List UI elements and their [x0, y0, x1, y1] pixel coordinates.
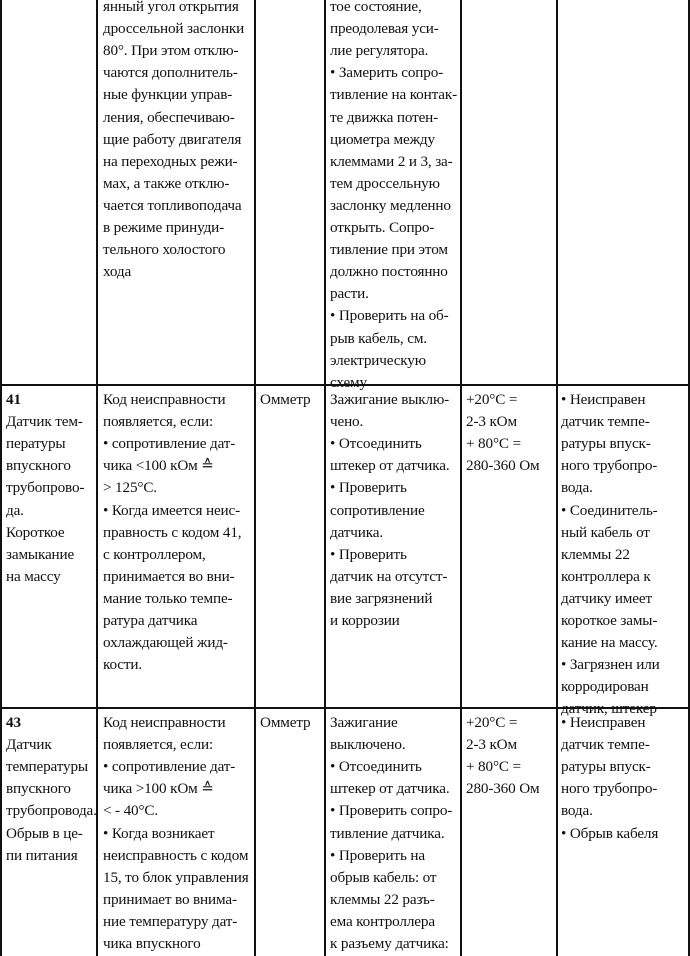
procedure-text-line: схему	[330, 374, 367, 391]
column-divider	[556, 0, 557, 956]
tool-text-line: Омметр	[260, 714, 311, 731]
conditions-text-line: дроссельной заслонки	[103, 20, 245, 37]
code-text-line: замыкание	[6, 546, 75, 563]
conditions-text-line: неисправность с кодом	[103, 847, 249, 864]
conditions-text-line: кости.	[103, 656, 142, 673]
conditions-text-line: на переходных режи-	[103, 153, 238, 170]
code-text-line: трубопрово-	[6, 479, 85, 496]
procedure-text-line: • Проверить на	[330, 847, 425, 864]
causes-text-line: вода.	[561, 479, 593, 496]
conditions-text-line: мах, а также отклю-	[103, 175, 230, 192]
causes-text-line: кание на массу.	[561, 634, 658, 651]
code-text-line: на массу	[6, 568, 61, 585]
conditions-text-line: появляется, если:	[103, 736, 214, 753]
conditions-text-line: • сопротивление дат-	[103, 758, 236, 775]
conditions-text-line: ления, обеспечиваю-	[103, 109, 235, 126]
causes-text-line: вода.	[561, 802, 593, 819]
procedure-text-line: должно постоянно	[330, 263, 448, 280]
conditions-text-line: хода	[103, 263, 132, 280]
values-text-line: 2-3 кОм	[466, 413, 517, 430]
causes-text-line: контроллера к	[561, 568, 651, 585]
procedure-text-line: Зажигание выклю-	[330, 391, 450, 408]
conditions-text-line: • сопротивление дат-	[103, 435, 236, 452]
procedure-text-line: датчик на отсутст-	[330, 568, 448, 585]
conditions-text-line: чается топливоподача	[103, 197, 242, 214]
procedure-text-line: • Проверить	[330, 546, 407, 563]
causes-text-line: клеммы 22	[561, 546, 630, 563]
procedure-text-line: рыв кабель, см.	[330, 330, 427, 347]
procedure-text-line: открыть. Сопро-	[330, 219, 435, 236]
conditions-text-line: ние температуру дат-	[103, 913, 238, 930]
procedure-text-line: штекер от датчика.	[330, 780, 450, 797]
procedure-text-line: те движка потен-	[330, 109, 439, 126]
procedure-text-line: штекер от датчика.	[330, 457, 450, 474]
procedure-text-line: Зажигание	[330, 714, 398, 731]
conditions-text-line: чика >100 кОм ≙	[103, 780, 214, 797]
procedure-text-line: тивление на контак-	[330, 86, 457, 103]
conditions-text-line: < - 40°C.	[103, 802, 159, 819]
code-text-line: Обрыв в це-	[6, 825, 83, 842]
conditions-text-line: ратура датчика	[103, 612, 198, 629]
code-text-line: пи питания	[6, 847, 78, 864]
procedure-text-line: датчика.	[330, 524, 383, 541]
causes-text-line: датчик темпе-	[561, 413, 650, 430]
conditions-text-line: янный угол открытия	[103, 0, 239, 15]
values-text-line: + 80°C =	[466, 758, 521, 775]
values-text-line: 280-360 Ом	[466, 457, 540, 474]
column-divider	[254, 0, 255, 956]
conditions-text-line: принимает во внима-	[103, 891, 237, 908]
causes-text-line: ный кабель от	[561, 524, 650, 541]
values-text-line: 280-360 Ом	[466, 780, 540, 797]
causes-text-line: ного трубопро-	[561, 780, 658, 797]
fault-code-number: 43	[6, 714, 21, 731]
conditions-text-line: 15, то блок управления	[103, 869, 249, 886]
conditions-text-line: в режиме принуди-	[103, 219, 225, 236]
causes-text-line: ного трубопро-	[561, 457, 658, 474]
values-text-line: 2-3 кОм	[466, 736, 517, 753]
values-text-line: +20°C =	[466, 714, 518, 731]
procedure-text-line: к разъему датчика:	[330, 935, 449, 952]
procedure-text-line: лие регулятора.	[330, 42, 429, 59]
conditions-text-line: чика <100 кОм ≙	[103, 457, 214, 474]
causes-text-line: датчик, штекер	[561, 700, 657, 717]
causes-text-line: • Неисправен	[561, 391, 646, 408]
causes-text-line: • Соединитель-	[561, 502, 658, 519]
procedure-text-line: клеммы 22 разъ-	[330, 891, 435, 908]
conditions-text-line: • Когда возникает	[103, 825, 215, 842]
conditions-text-line: с контроллером,	[103, 546, 206, 563]
causes-text-line: • Неисправен	[561, 714, 646, 731]
conditions-text-line: ные функции управ-	[103, 86, 233, 103]
conditions-text-line: 80°. При этом отклю-	[103, 42, 239, 59]
fault-code-number: 41	[6, 391, 21, 408]
procedure-text-line: чено.	[330, 413, 364, 430]
procedure-text-line: тивление датчика.	[330, 825, 445, 842]
code-text-line: Короткое	[6, 524, 65, 541]
column-divider	[324, 0, 325, 956]
causes-text-line: датчик темпе-	[561, 736, 650, 753]
procedure-text-line: • Отсоединить	[330, 758, 422, 775]
causes-text-line: • Загрязнен или	[561, 656, 660, 673]
conditions-text-line: > 125°C.	[103, 479, 157, 496]
conditions-text-line: Код неисправности	[103, 391, 226, 408]
column-divider	[688, 0, 689, 956]
conditions-text-line: чаются дополнитель-	[103, 64, 238, 81]
procedure-text-line: циометра между	[330, 131, 435, 148]
code-text-line: впускного	[6, 780, 71, 797]
procedure-text-line: тем дроссельную	[330, 175, 440, 192]
procedure-text-line: ема контроллера	[330, 913, 435, 930]
code-text-line: температуры	[6, 758, 88, 775]
procedure-text-line: и коррозии	[330, 612, 400, 629]
conditions-text-line: правность с кодом 41,	[103, 524, 242, 541]
column-divider	[0, 0, 1, 956]
procedure-text-line: • Проверить на об-	[330, 307, 449, 324]
values-text-line: + 80°C =	[466, 435, 521, 452]
procedure-text-line: преодолевая уси-	[330, 20, 439, 37]
column-divider	[460, 0, 461, 956]
code-text-line: трубопровода.	[6, 802, 97, 819]
tool-text-line: Омметр	[260, 391, 311, 408]
conditions-text-line: • Когда имеется неис-	[103, 502, 241, 519]
conditions-text-line: Код неисправности	[103, 714, 226, 731]
procedure-text-line: вие загрязнений	[330, 590, 433, 607]
causes-text-line: датчику имеет	[561, 590, 652, 607]
causes-text-line: корродирован	[561, 678, 649, 695]
causes-text-line: ратуры впуск-	[561, 758, 651, 775]
procedure-text-line: обрыв кабель: от	[330, 869, 437, 886]
conditions-text-line: мание только темпе-	[103, 590, 233, 607]
code-text-line: пературы	[6, 435, 66, 452]
procedure-text-line: выключено.	[330, 736, 406, 753]
conditions-text-line: появляется, если:	[103, 413, 214, 430]
procedure-text-line: клеммами 2 и 3, за-	[330, 153, 453, 170]
procedure-text-line: электрическую	[330, 352, 426, 369]
procedure-text-line: расти.	[330, 285, 369, 302]
procedure-text-line: тое состояние,	[330, 0, 422, 15]
causes-text-line: ратуры впуск-	[561, 435, 651, 452]
procedure-text-line: • Проверить сопро-	[330, 802, 453, 819]
code-text-line: да.	[6, 502, 24, 519]
procedure-text-line: заслонку медленно	[330, 197, 451, 214]
procedure-text-line: • Проверить	[330, 479, 407, 496]
code-text-line: Датчик тем-	[6, 413, 83, 430]
procedure-text-line: сопротивление	[330, 502, 425, 519]
procedure-text-line: • Отсоединить	[330, 435, 422, 452]
causes-text-line: короткое замы-	[561, 612, 658, 629]
values-text-line: +20°C =	[466, 391, 518, 408]
code-text-line: Датчик	[6, 736, 52, 753]
conditions-text-line: охлаждающей жид-	[103, 634, 228, 651]
conditions-text-line: чика впускного	[103, 935, 201, 952]
conditions-text-line: щие работу двигателя	[103, 131, 242, 148]
code-text-line: впускного	[6, 457, 71, 474]
conditions-text-line: принимается во вни-	[103, 568, 235, 585]
conditions-text-line: тельного холостого	[103, 241, 226, 258]
procedure-text-line: тивление при этом	[330, 241, 448, 258]
causes-text-line: • Обрыв кабеля	[561, 825, 659, 842]
procedure-text-line: • Замерить сопро-	[330, 64, 444, 81]
